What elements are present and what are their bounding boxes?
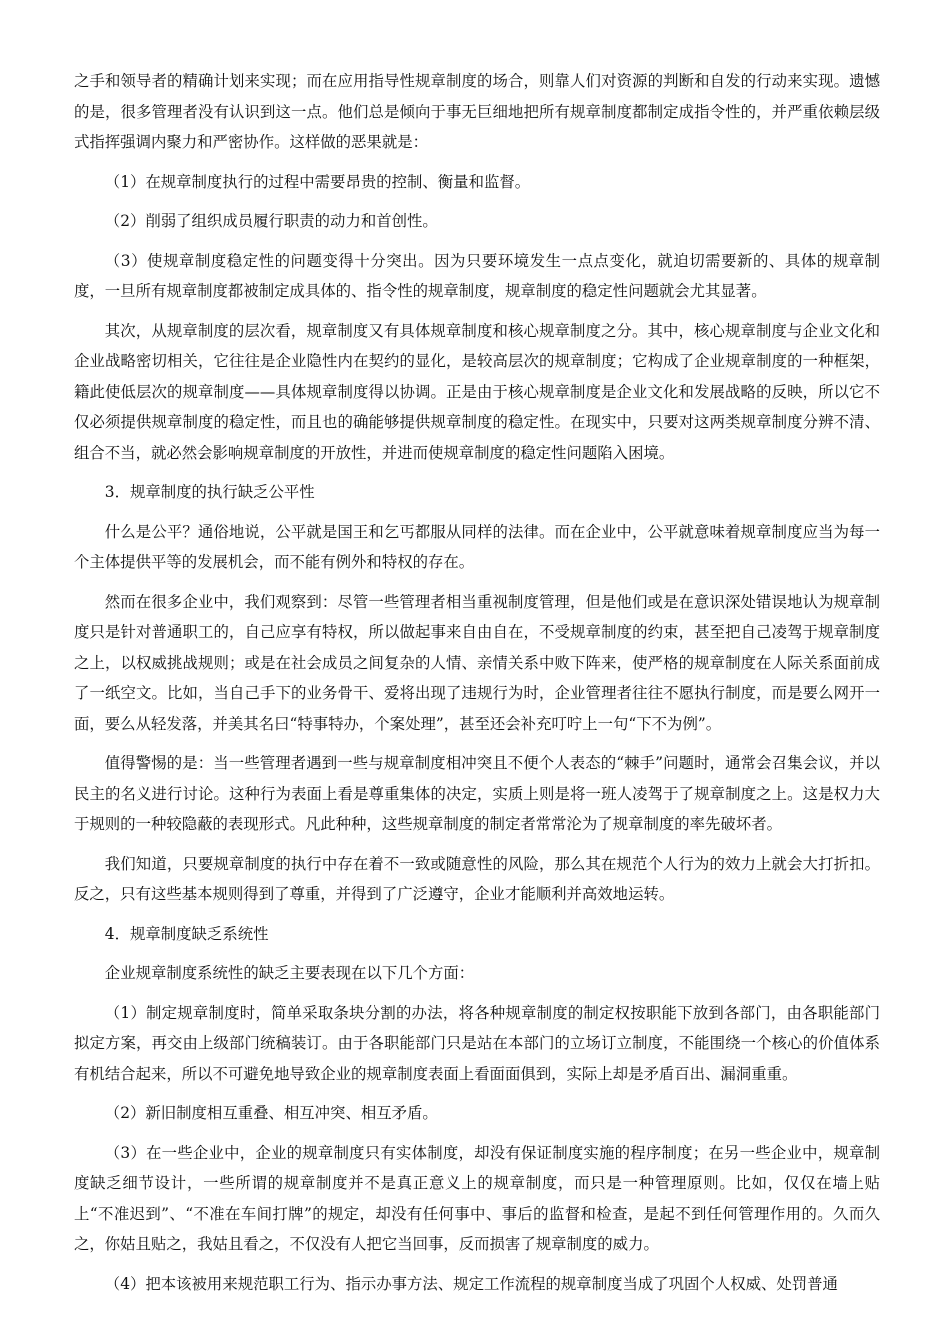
- list-item-1: （1）在规章制度执行的过程中需要昂贵的控制、衡量和监督。: [104, 172, 531, 191]
- list-item-systematic-4: （4）把本该被用来规范职工行为、指示办事方法、规定工作流程的规章制度当成了巩固个人权威、处罚普通: [104, 1274, 838, 1293]
- list-item-2: （2）削弱了组织成员履行职责的动力和首创性。: [104, 212, 438, 230]
- paragraph-rule-levels: 其次，从规章制度的层次看，规章制度又有具体规章制度和核心规章制度之分。其中，核心规章制度与企业文化和企业战略密切相关，它往往是企业隐性内在契约的显化，是较高层次的规章制度；它构成了企业规章制度的一种框架，籍此使低层次的规章制度——具体规章制度得以协调。正是由于核心规章制度是企业文化和发展战略的反映，所以它不仅必须提供规章制度的稳定性，而且也的确能够提供规章制度的稳定性。在现实中，只要对这两类规章制度分辨不清、组合不当，就必然会影响规章制度的开放性，并进而使规章制度的稳定性问题陷入困境。: [74, 321, 880, 462]
- list-item-systematic-1: （1）制定规章制度时，简单采取条块分割的办法，将各种规章制度的制定权按职能下放到各部门，由各职能部门拟定方案，再交由上级部门统稿装订。由于各职能部门只是站在本部门的立场订立制度，不能围绕一个核心的价值体系有机结合起来，所以不可避免地导致企业的规章制度表面上看面面俱到，实际上却是矛盾百出、漏洞重重。: [74, 1003, 880, 1083]
- list-item-3: （3）使规章制度稳定性的问题变得十分突出。因为只要环境发生一点点变化，就迫切需要新的、具体的规章制度，一旦所有规章制度都被制定成具体的、指令性的规章制度，规章制度的稳定性问题就会尤其显著。: [74, 251, 880, 300]
- paragraph-consistency: 我们知道，只要规章制度的执行中存在着不一致或随意性的风险，那么其在规范个人行为的效力上就会大打折扣。反之，只有这些基本规则得到了尊重，并得到了广泛遵守，企业才能顺利并高效地运转。: [74, 854, 880, 903]
- paragraph-observation: 然而在很多企业中，我们观察到：尽管一些管理者相当重视制度管理，但是他们或是在意识深处错误地认为规章制度只是针对普通职工的，自己应享有特权，所以做起事来自由自在，不受规章制度的约束，甚至把自己凌驾于规章制度之上，以权威挑战规则；或是在社会成员之间复杂的人情、亲情关系中败下阵来，使严格的规章制度在人际关系面前成了一纸空文。比如，当自己手下的业务骨干、爱将出现了违规行为时，企业管理者往往不愿执行制度，而是要么网开一面，要么从轻发落，并美其名曰“特事特办，个案处理”，甚至还会补充叮咛上一句“下不为例”。: [74, 592, 880, 733]
- section-heading-systematic: 4．规章制度缺乏系统性: [104, 924, 269, 943]
- paragraph-continuation: 之手和领导者的精确计划来实现；而在应用指导性规章制度的场合，则靠人们对资源的判断和自发的行动来实现。遗憾的是，很多管理者没有认识到这一点。他们总是倾向于事无巨细地把所有规章制度都制定成指令性的，并严重依赖层级式指挥强调内聚力和严密协作。这样做的恶果就是：: [74, 72, 880, 151]
- document-body: [74, 66, 880, 1308]
- section-heading-fairness: 3．规章制度的执行缺乏公平性: [104, 483, 315, 501]
- paragraph-fairness-definition: 什么是公平？通俗地说，公平就是国王和乞丐都服从同样的法律。而在企业中，公平就意味着规章制度应当为每一个主体提供平等的发展机会，而不能有例外和特权的存在。: [74, 522, 880, 571]
- list-item-systematic-3: （3）在一些企业中，企业的规章制度只有实体制度，却没有保证制度实施的程序制度；在另一些企业中，规章制度缺乏细节设计，一些所谓的规章制度并不是真正意义上的规章制度，而只是一种管理原则。比如，仅仅在墙上贴上“不准迟到”、“不准在车间打牌”的规定，却没有任何事中、事后的监督和检查，是起不到任何管理作用的。久而久之，你姑且贴之，我姑且看之，不仅没有人把它当回事，反而损害了规章制度的威力。: [74, 1143, 880, 1253]
- list-item-systematic-2: （2）新旧制度相互重叠、相互冲突、相互矛盾。: [104, 1104, 438, 1122]
- paragraph-warning: 值得警惕的是：当一些管理者遇到一些与规章制度相冲突且不便个人表态的“棘手”问题时，通常会召集会议，并以民主的名义进行讨论。这种行为表面上看是尊重集体的决定，实质上则是将一班人凌驾于了规章制度之上。这是权力大于规则的一种较隐蔽的表现形式。凡此种种，这些规章制度的制定者常常沦为了规章制度的率先破坏者。: [74, 754, 880, 833]
- paragraph-systematic-intro: 企业规章制度系统性的缺乏主要表现在以下几个方面：: [104, 964, 475, 982]
